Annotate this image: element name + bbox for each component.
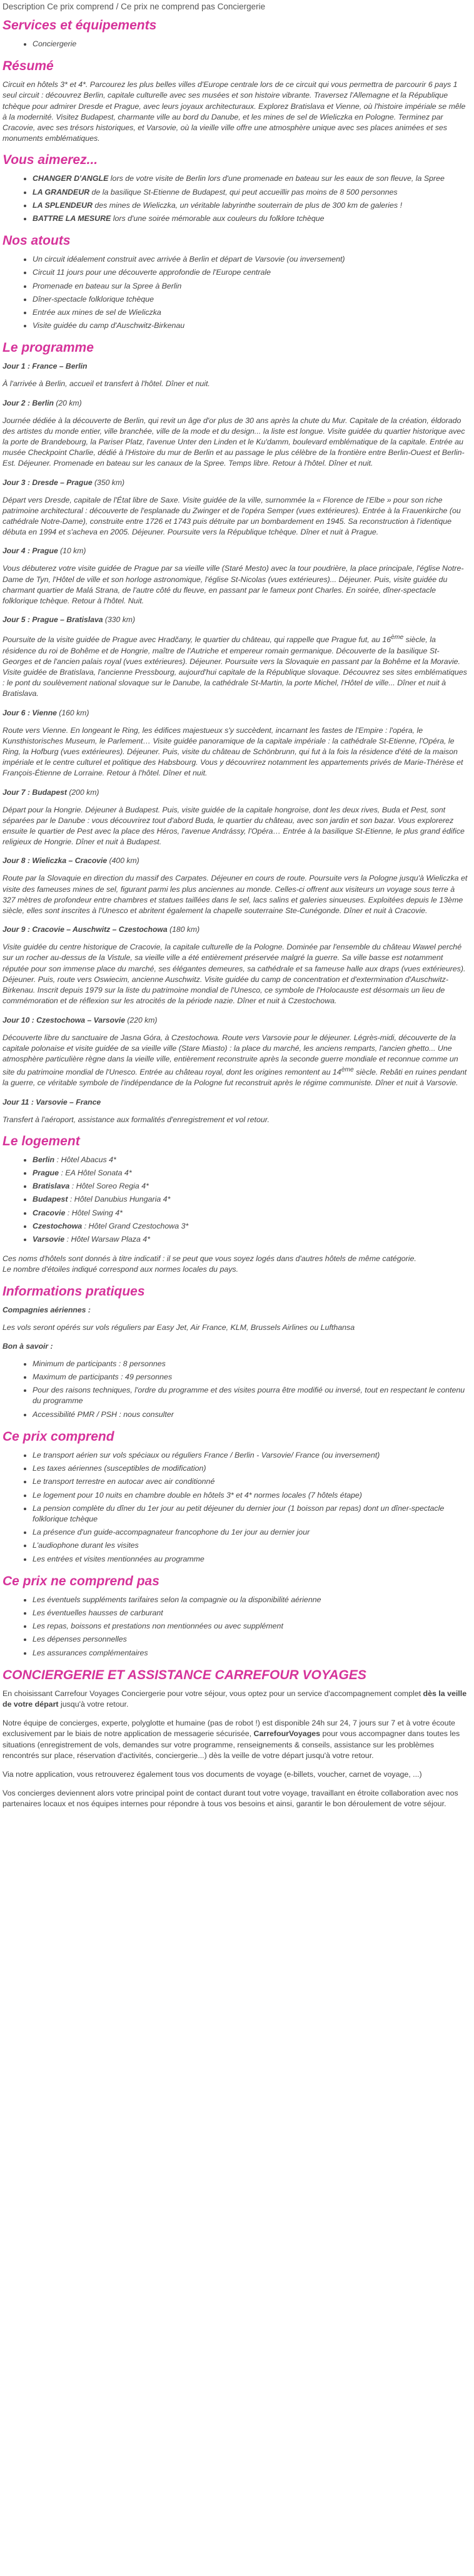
list-item: • Les entrées et visites mentionnées au programme bbox=[33, 1554, 468, 1565]
resume-text: Circuit en hôtels 3* et 4*. Parcourez les plus belles villes d'Europe centrale lors de ce circuit qui vous permettra de parcourir 6 pays 1 seul circuit : découvrez Berlin, capitale culturelle avec ses musées et son histoire vibrante. Traversez l'Allemagne et la République tchèque pour admirer Dresde et Prague, avec leurs joyaux architecturaux. Explorez Bratislava et Vienne, où l'histoire impériale se mêle à la modernité. Visitez Budapest, charmante ville au bord du Danube, et les mines de sel de Wieliczka en Pologne. Terminez par Cracovie, avec ses trésors historiques, et Varsovie, où la vieille ville offre une atmosphère unique avec ses places animées et ses monuments emblématiques. bbox=[3, 80, 466, 143]
day-heading bbox=[3, 924, 468, 935]
day-title: Jour 8 : Wieliczka – Cracovie bbox=[3, 856, 108, 866]
comprend-list bbox=[3, 1450, 468, 1565]
list-item: • La présence d'un guide-accompagnateur francophone du 1er jour au dernier jour bbox=[33, 1527, 468, 1538]
list-item: • Les taxes aériennes (susceptibles de modification) bbox=[33, 1463, 468, 1474]
list-item: • Les repas, boissons et prestations non mentionnées ou avec supplément bbox=[33, 1621, 468, 1632]
list-item bbox=[33, 1168, 468, 1178]
day-text: Route vers Vienne. En longeant le Ring, les édifices majestueux s'y succèdent, incarnant les fastes de l'Empire : l'opéra, le Kunsthistorisches Museum, le Parlement… Visite guidée panoramique de la capitale impériale : la cathédrale St-Etienne, l'Opéra, le Ring, la Hofburg (vues extérieures). Déjeuner. Puis, visite du château de Schönbrunn, qui fut à la fois la résidence d'été de la maison impériale et le centre culturel et politique des Habsbourg. Vous y découvrirez notamment les appartements privés de Marie-Thérèse et François-Étienne de Lorraine. Retour à l'hôtel. Dîner et nuit. bbox=[3, 725, 463, 778]
logement-note-2: Le nombre d'étoiles indiqué correspond aux normes locales du pays. bbox=[3, 1265, 239, 1274]
day-distance: (400 km) bbox=[107, 856, 139, 866]
day-heading bbox=[3, 398, 468, 409]
day-heading bbox=[3, 478, 468, 488]
list-item bbox=[33, 1155, 468, 1165]
hotel-name: : Hôtel Danubius Hungaria 4* bbox=[68, 1195, 171, 1204]
list-item: • Le transport terrestre en autocar avec air conditionné bbox=[33, 1476, 468, 1487]
programme-title: Le programme bbox=[3, 340, 94, 355]
savoir-heading: Bon à savoir : bbox=[3, 1341, 53, 1351]
hotel-city: Cracovie bbox=[33, 1208, 66, 1217]
hotel-name: : Hôtel Swing 4* bbox=[65, 1208, 123, 1217]
list-item: • Visite guidée du camp d'Auschwitz-Birkenau bbox=[33, 320, 468, 331]
list-item: • Les éventuelles hausses de carburant bbox=[33, 1608, 468, 1618]
day-title: Jour 7 : Budapest bbox=[3, 787, 67, 797]
services-list bbox=[3, 39, 468, 49]
ne-comprend-title: Ce prix ne comprend pas bbox=[3, 1573, 159, 1588]
day-title: Jour 10 : Czestochowa – Varsovie bbox=[3, 1015, 125, 1025]
day-text: Découverte libre du sanctuaire de Jasna Góra, à Czestochowa. Route vers Varsovie pour le déjeuner. Légrès-midi, découverte de la capitale polonaise et visite guidée de sa vieille ville (Stare Miasto) : la place du marché, les anciens remparts, l'ancien ghetto... Une atmosphère particulière règne dans la vieille ville, entièrement reconstruite après la seconde guerre mondiale et reconnue comme un site du patrimoine mondial de l'Unesco. Entrée au château royal, dont les origines remontent au 14ème siècle. Rebâti en ruines pendant la guerre, ce véritable symbole de l'indépendance de la Pologne fut reconstruit après le régime communiste. Dîner et nuit à Varsovie. bbox=[3, 1033, 467, 1088]
day-text: Vous débuterez votre visite guidée de Prague par sa vieille ville (Staré Mesto) avec la tour poudrière, la place principale, l'église Notre-Dame de Tyn, l'Hôtel de ville et son horloge astronomique, l'église St-Nicolas (vues extérieures)... Déjeuner. Puis, visite guidée du charmant quartier de Malá Strana, de l'autre côté du fleuve, en passant par le fameux pont Charles. En soirée, dîner-spectacle folklorique tchèque. Retour à l'hôtel. Nuit. bbox=[3, 564, 464, 606]
infos-title: Informations pratiques bbox=[3, 1284, 145, 1299]
list-item-bold: BATTRE LA MESURE bbox=[33, 214, 111, 223]
day-heading bbox=[3, 787, 468, 798]
list-item: • Maximum de participants : 49 personnes bbox=[33, 1372, 468, 1383]
list-item bbox=[33, 187, 468, 198]
hotel-name: : Hôtel Abacus 4* bbox=[54, 1155, 116, 1164]
day-text: Poursuite de la visite guidée de Prague avec Hradčany, le quartier du château, qui rappelle que Prague fut, au 16ème siècle, la résidence du roi de Bohême et de Hongrie, maître de l'Autriche et empereur romain germanique. Découverte de la basilique St-Georges et de l'ancien palais royal (vues extérieures). Déjeuner. Poursuite vers la Slovaquie en passant par la Bohême et la Moravie. Visite guidée de Bratislava, l'ancienne Pressbourg, aujourd'hui capitale de la République slovaque. Découvrez ses sites emblématiques : le pont du soulèvement national slovaque sur le Danube, la cathédrale St-Martin, la porte Michel, l'Hôtel de ville... Dîner et nuit à Bratislava. bbox=[3, 634, 467, 698]
day-heading bbox=[3, 1097, 468, 1108]
list-item: • Promenade en bateau sur la Spree à Berlin bbox=[33, 281, 468, 292]
list-item bbox=[33, 1221, 468, 1232]
day-distance: (160 km) bbox=[56, 708, 89, 717]
day-text: Route par la Slovaquie en direction du massif des Carpates. Déjeuner en cours de route. Poursuite vers la Pologne jusqu'à Wieliczka et visite des fameuses mines de sel, figurant parmi les plus anciennes au monde. Celles-ci offrent aux visiteurs un voyage sous terre à 327 mètres de profondeur entre chambres et statues taillées dans le sel, lacs salins et galeries sinueuses. Exploitées depuis le 13ème siècle, elles sont inscrites à l'Unesco et abritent également la chapelle souterraine Ste-Cunégonde. Dîner et nuit à Cracovie. bbox=[3, 874, 468, 916]
day-distance: (180 km) bbox=[167, 925, 200, 934]
list-item: • Dîner-spectacle folklorique tchèque bbox=[33, 294, 468, 305]
day-title: Jour 3 : Dresde – Prague bbox=[3, 478, 93, 487]
day-distance: (20 km) bbox=[53, 398, 82, 407]
day-title: Jour 5 : Prague – Bratislava bbox=[3, 615, 103, 625]
list-item: • Conciergerie bbox=[33, 39, 468, 49]
hotel-city: Bratislava bbox=[33, 1182, 70, 1191]
comprend-title: Ce prix comprend bbox=[3, 1429, 114, 1444]
list-item-text: des mines de Wieliczka, un véritable labyrinthe souterrain de plus de 300 km de galeries ! bbox=[92, 200, 403, 210]
list-item: • Les éventuels suppléments tarifaires selon la compagnie ou la disponibilité aérienne bbox=[33, 1595, 468, 1605]
companies-heading: Compagnies aériennes : bbox=[3, 1305, 91, 1314]
hotel-name: : Hôtel Grand Czestochowa 3* bbox=[82, 1221, 189, 1230]
list-item bbox=[33, 1181, 468, 1192]
day-text: Transfert à l'aéroport, assistance aux formalités d'enregistrement et vol retour. bbox=[3, 1115, 270, 1124]
list-item: • Le transport aérien sur vols spéciaux ou réguliers France / Berlin - Varsovie/ France (ou inversement) bbox=[33, 1450, 468, 1461]
atouts-list bbox=[3, 254, 468, 331]
conciergerie-p2: Notre équipe de concierges, experte, polyglotte et humaine (pas de robot !) est disponible 24h sur 24, 7 jours sur 7 et à votre écoute exclusivement par le biais de notre application de messagerie sécurisée, CarrefourVoyages pour vous accompagner dans toutes les situations (enregistrement de vols, demandes sur votre programme, renseignements & conseils, assistance sur les problèmes rencontrés sur place, réservation d'activités, conciergerie...) dès la veille de votre départ jusqu'à votre retour. bbox=[3, 1719, 460, 1760]
list-item-text: lors d'une soirée mémorable aux couleurs du folklore tchèque bbox=[111, 214, 325, 223]
list-item: • Circuit 11 jours pour une découverte approfondie de l'Europe centrale bbox=[33, 267, 468, 278]
conciergerie-title: CONCIERGERIE ET ASSISTANCE CARREFOUR VOYAGES bbox=[3, 1667, 366, 1682]
breadcrumb: Description Ce prix comprend / Ce prix ne comprend pas Conciergerie bbox=[3, 2, 266, 11]
list-item bbox=[33, 200, 468, 211]
day-text: Journée dédiée à la découverte de Berlin, qui revit un âge d'or plus de 30 ans après la chute du Mur. Capitale de la création, éldorado des artistes du monde entier, ville branchée, ville de la mode et du design... la liste est longue. Visite guidée du quartier historique avec la porte de Brandebourg, la Pariser Platz, l'avenue Unter den Linden et le Ku'damm, boulevard emblématique de la capitale. Entrée au musée Checkpoint Charlie, dédié à l'Histoire du mur de Berlin et au passage le plus célèbre de la frontière entre Berlin-Ouest et Berlin-Est. Déjeuner. Promenade en bateau sur les canaux de la Spree. Temps libre. Retour à l'hôtel. Dîner et nuit. bbox=[3, 416, 465, 468]
day-heading bbox=[3, 546, 468, 556]
day-title: Jour 6 : Vienne bbox=[3, 708, 57, 717]
day-heading bbox=[3, 1015, 468, 1026]
list-item bbox=[33, 1234, 468, 1245]
hotel-name: : Hôtel Soreo Regia 4* bbox=[69, 1182, 149, 1191]
resume-title: Résumé bbox=[3, 59, 54, 74]
list-item: • L'audiophone durant les visites bbox=[33, 1540, 468, 1551]
day-distance: (330 km) bbox=[103, 615, 136, 625]
hotel-city: Budapest bbox=[33, 1195, 68, 1204]
list-item: • Un circuit idéalement construit avec arrivée à Berlin et départ de Varsovie (ou inversement) bbox=[33, 254, 468, 265]
list-item-text: de la basilique St-Etienne de Budapest, qui peut accueillir pas moins de 8 500 personnes bbox=[89, 187, 398, 197]
list-item bbox=[33, 213, 468, 224]
list-item: • La pension complète du dîner du 1er jour au petit déjeuner du dernier jour (1 boisson par repas) dont un dîner-spectacle folklorique tchèque bbox=[33, 1503, 468, 1525]
list-item-bold: LA SPLENDEUR bbox=[33, 200, 93, 210]
day-text: À l'arrivée à Berlin, accueil et transfert à l'hôtel. Dîner et nuit. bbox=[3, 379, 210, 389]
day-text: Visite guidée du centre historique de Cracovie, la capitale culturelle de la Pologne. Dominée par l'ensemble du château Wawel perché sur un rocher au-dessus de la Vistule, sa vieille ville a été entièrement préservée malgré la guerre. Sa ville basse est notamment réputée pour son immense place du marché, ses élégantes demeures, sa cathédrale et sa fameuse halle aux draps (vues extérieures). Déjeuner. Puis, route vers Oswiecim, ancienne Auschwitz. Visite guidée du camp de concentration et d'extermination d'Auschwitz-Birkenau. Inscrit depuis 1979 sur la liste du patrimoine mondial de l'Unesco, ce symbole de l'Holocauste est désormais un lieu de commémoration et de réflexion sur les atrocités de la période nazie. Dîner et nuit à Czestochowa. bbox=[3, 943, 466, 1006]
list-item: • Le logement pour 10 nuits en chambre double en hôtels 3* et 4* normes locales (7 hôtels étape) bbox=[33, 1490, 468, 1501]
list-item: • Les dépenses personnelles bbox=[33, 1634, 468, 1645]
list-item bbox=[33, 1194, 468, 1205]
logement-note bbox=[3, 1254, 468, 1275]
day-title: Jour 11 : Varsovie – France bbox=[3, 1097, 101, 1107]
list-item: • Minimum de participants : 8 personnes bbox=[33, 1359, 468, 1369]
programme-days bbox=[3, 361, 468, 1125]
list-item-bold: LA GRANDEUR bbox=[33, 187, 90, 197]
list-item: • Pour des raisons techniques, l'ordre du programme et des visites pourra être modifié ou inversé, tout en respectant le contenu du programme bbox=[33, 1385, 468, 1406]
list-item: • Entrée aux mines de sel de Wieliczka bbox=[33, 307, 468, 318]
day-distance: (10 km) bbox=[58, 546, 86, 556]
list-item-text: lors de votre visite de Berlin lors d'une promenade en bateau sur les eaux de son fleuve, la Spree bbox=[108, 174, 445, 183]
day-heading bbox=[3, 856, 468, 866]
day-heading bbox=[3, 615, 468, 625]
hotel-city: Czestochowa bbox=[33, 1221, 83, 1230]
atouts-title: Nos atouts bbox=[3, 233, 71, 248]
day-title: Jour 1 : France – Berlin bbox=[3, 362, 88, 371]
day-distance: (350 km) bbox=[92, 478, 125, 487]
hotel-city: Prague bbox=[33, 1168, 59, 1178]
day-title: Jour 2 : Berlin bbox=[3, 398, 54, 407]
day-distance: (200 km) bbox=[66, 787, 99, 797]
services-title: Services et équipements bbox=[3, 18, 157, 33]
day-heading bbox=[3, 361, 468, 372]
hotel-name: : Hôtel Warsaw Plaza 4* bbox=[64, 1235, 151, 1244]
conciergerie-p1: En choisissant Carrefour Voyages Conciergerie pour votre séjour, vous optez pour un service d'accompagnement complet dès la veille de votre départ jusqu'à votre retour. bbox=[3, 1689, 467, 1709]
list-item: • Accessibilité PMR / PSH : nous consulter bbox=[33, 1409, 468, 1420]
conciergerie-p4: Vos concierges deviennent alors votre principal point de contact durant tout votre voyage, travaillant en étroite collaboration avec nos partenaires locaux et nos équipes internes pour répondre à tous vos besoins et ainsi, garantir le bon déroulement de votre séjour. bbox=[3, 1789, 458, 1809]
logement-title: Le logement bbox=[3, 1133, 80, 1148]
aimerez-title: Vous aimerez... bbox=[3, 153, 98, 168]
hotel-city: Varsovie bbox=[33, 1235, 65, 1244]
list-item: • Les assurances complémentaires bbox=[33, 1648, 468, 1659]
logement-list bbox=[3, 1155, 468, 1245]
hotel-city: Berlin bbox=[33, 1155, 55, 1164]
day-title: Jour 4 : Prague bbox=[3, 546, 58, 556]
companies-text: Les vols seront opérés sur vols réguliers par Easy Jet, Air France, KLM, Brussels Airlines ou Lufthansa bbox=[3, 1322, 355, 1332]
conciergerie-p3: Via notre application, vous retrouverez également tous vos documents de voyage (e-billets, voucher, carnet de voyage, ...) bbox=[3, 1769, 422, 1779]
aimerez-list bbox=[3, 173, 468, 224]
day-text: Départ pour la Hongrie. Déjeuner à Budapest. Puis, visite guidée de la capitale hongroise, dont les deux rives, Buda et Pest, sont séparées par le Danube : vous découvrirez tout d'abord Buda, le quartier du château, avec son jardin et son bazar. Vous explorerez ensuite le quartier de Pest avec la place des Héros, l'avenue Andrássy, l'Opéra… Entrée à la basilique St-Etienne, le plus grand édifice religieux de Hongrie. Dîner et nuit à Budapest. bbox=[3, 805, 465, 847]
list-item bbox=[33, 1208, 468, 1219]
list-item-bold: CHANGER D'ANGLE bbox=[33, 174, 109, 183]
list-item bbox=[33, 173, 468, 184]
day-text: Départ vers Dresde, capitale de l'État libre de Saxe. Visite guidée de la ville, surnommée la « Florence de l'Elbe » pour son riche patrimoine architectural : découverte de l'esplanade du Zwinger et de l'opéra Semper (vues extérieures). Entrée à la Frauenkirche (ou cathédrale Notre-Dame), construite entre 1726 et 1743 puis détruite par un bombardement en 1945. Sa reconstruction à l'identique débuta en 1994 et s'acheva en 2005. Déjeuner. Poursuite vers la République tchèque. Dîner et nuit à Prague. bbox=[3, 495, 461, 537]
logement-note-1: Ces noms d'hôtels sont donnés à titre indicatif : il se peut que vous soyez logés dans d'autres hôtels de même catégorie. bbox=[3, 1254, 416, 1264]
hotel-name: : EA Hôtel Sonata 4* bbox=[59, 1168, 132, 1178]
savoir-list bbox=[3, 1359, 468, 1420]
day-distance: (220 km) bbox=[124, 1015, 158, 1025]
ne-comprend-list bbox=[3, 1595, 468, 1659]
day-heading bbox=[3, 708, 468, 718]
day-title: Jour 9 : Cracovie – Auschwitz – Czestochowa bbox=[3, 925, 168, 934]
